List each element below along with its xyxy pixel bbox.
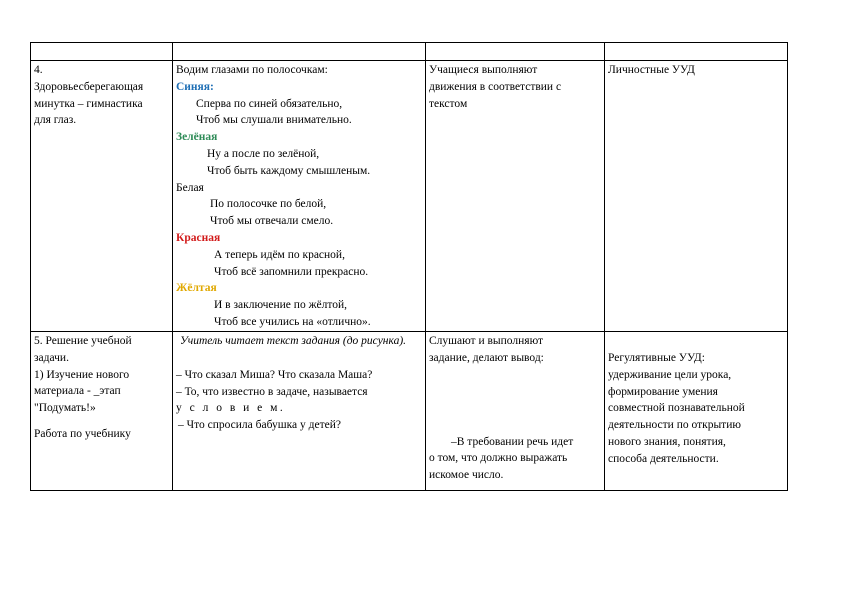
teacher-question: – Что спросила бабушка у детей? [178, 419, 341, 432]
student-activity-cell [426, 332, 605, 491]
teacher-statement: – То, что известно в задаче, называется [176, 385, 368, 398]
header-cell [426, 43, 605, 61]
uud-text: удерживание цели урока, [608, 368, 732, 381]
stage-text: Работа по учебнику [34, 427, 131, 440]
uud-text: Личностные УУД [608, 64, 695, 76]
poem-line: И в заключение по жёлтой, [214, 299, 348, 312]
poem-line: Чтоб всё запомнили прекрасно. [214, 265, 369, 278]
teacher-instruction: Учитель читает текст задания (до рисунка). [180, 335, 407, 347]
poem-line: Сперва по синей обязательно, [196, 97, 343, 110]
red-stripe-label: Красная [176, 231, 221, 244]
exercise-intro: Водим глазами по полосочкам: [176, 64, 328, 76]
student-text: текстом [429, 97, 468, 110]
stage-number: 4. [34, 64, 43, 76]
uud-text: нового знания, понятия, [608, 435, 726, 448]
stage-cell [31, 332, 173, 491]
header-cell [31, 43, 173, 61]
uud-text: деятельности по открытию [608, 419, 741, 432]
poem-line: Ну а после по зелёной, [207, 147, 320, 160]
poem-line: Чтоб мы слушали внимательно. [196, 114, 352, 127]
poem-line: А теперь идём по красной, [214, 248, 345, 261]
header-row [31, 43, 788, 61]
blue-stripe-label: Синяя: [176, 80, 214, 93]
header-cell [173, 43, 426, 61]
yellow-stripe-label: Жёлтая [176, 282, 217, 295]
student-text: Слушают и выполняют [429, 335, 544, 347]
lesson-plan-table [30, 42, 788, 491]
green-stripe-label: Зелёная [176, 131, 218, 144]
stage-text: Здоровьесберегающая [34, 80, 144, 93]
teacher-activity-cell [173, 332, 426, 491]
student-text: Учащиеся выполняют [429, 64, 538, 76]
uud-text: Регулятивные УУД: [608, 352, 705, 364]
poem-line: По полосочке по белой, [210, 198, 327, 211]
student-text: задание, делают вывод: [429, 351, 544, 364]
teacher-activity-cell [173, 61, 426, 332]
student-answer: о том, что должно выражать [429, 452, 568, 465]
student-text: движения в соответствии с [429, 80, 562, 93]
poem-line: Чтоб мы отвечали смело. [210, 215, 334, 228]
white-stripe-label: Белая [176, 181, 204, 194]
stage-text: задачи. [34, 351, 69, 364]
header-cell [605, 43, 788, 61]
uud-text: способа деятельности. [608, 452, 719, 465]
student-activity-cell [426, 61, 605, 332]
poem-line: Чтоб все учились на «отлично». [214, 315, 371, 328]
uud-text: совместной познавательной [608, 402, 745, 415]
teacher-question: – Что сказал Миша? Что сказала Маша? [176, 368, 373, 381]
stage-text: 1) Изучение нового [34, 368, 130, 381]
stage-cell [31, 61, 173, 332]
stage-text: минутка – гимнастика [34, 97, 143, 110]
table-row [31, 61, 788, 332]
student-answer: искомое число. [429, 469, 504, 482]
stage-text: "Подумать!» [34, 402, 96, 415]
stage-text: материала - _этап [34, 385, 121, 398]
uud-cell [605, 61, 788, 332]
teacher-statement: у с л о в и е м. [176, 402, 286, 415]
uud-text: формирование умения [608, 385, 718, 398]
stage-text: для глаз. [34, 114, 77, 127]
student-answer: –В требовании речь идет [451, 435, 574, 448]
poem-line: Чтоб быть каждому смышленым. [207, 164, 371, 177]
stage-text: 5. Решение учебной [34, 335, 132, 347]
table-row [31, 332, 788, 491]
uud-cell [605, 332, 788, 491]
